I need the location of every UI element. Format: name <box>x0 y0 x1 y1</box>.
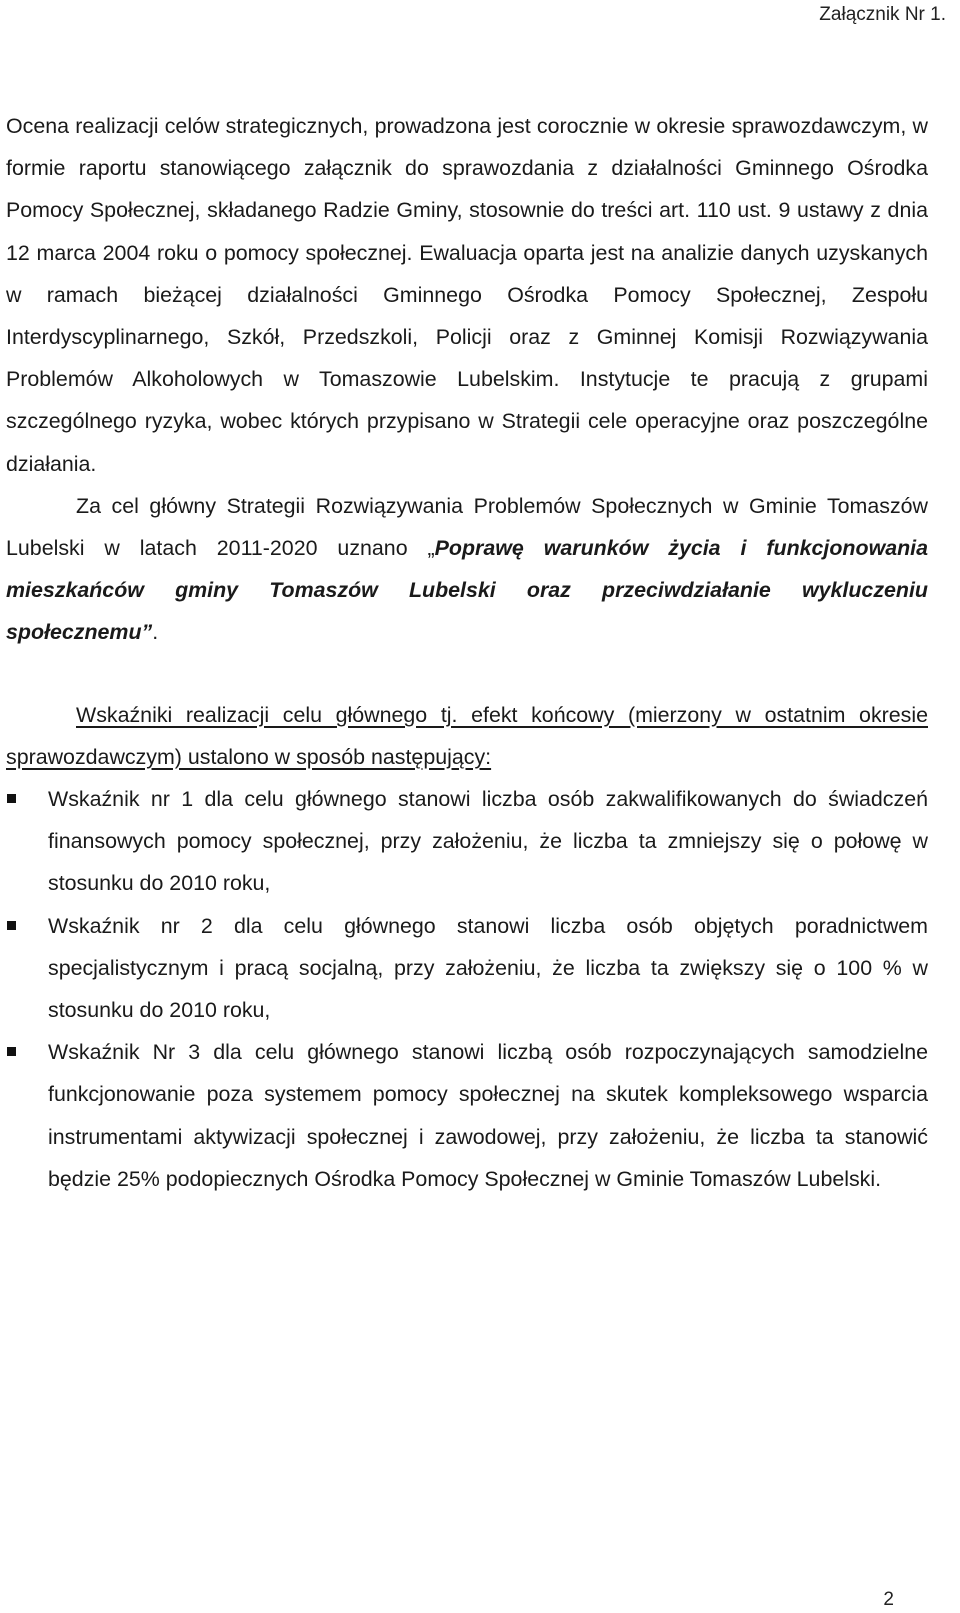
main-goal-open-quote: „ <box>427 536 435 561</box>
paragraph-evaluation: Ocena realizacji celów strategicznych, prowadzona jest corocznie w okresie sprawozdawczym, w formie raportu stanowiącego załącznik do sprawozdania z działalności Gminnego Ośrodka Pomocy Społecznej, składanego Radzie Gminy, stosownie do treści art. 110 ust. 9 ustawy z dnia 12 marca 2004 roku o pomocy społecznej. Ewaluacja oparta jest na analizie danych uzyskanych w ramach bieżącej działalności Gminnego Ośrodka Pomocy Społecznej, Zespołu Interdyscyplinarnego, Szkół, Przedszkoli, Policji oraz z Gminnej Komisji Rozwiązywania Problemów Alkoholowych w Tomaszowie Lubelskim. Instytucje te pracują z grupami szczególnego ryzyka, wobec których przypisano w Strategii cele operacyjne oraz poszczególne działania. <box>6 114 928 476</box>
document-body <box>6 105 928 1200</box>
attachment-label: Załącznik Nr 1. <box>819 4 946 25</box>
indicators-intro <box>6 694 928 778</box>
square-bullet-icon <box>7 1047 16 1056</box>
main-goal-end: . <box>152 620 159 645</box>
indicator-list <box>6 778 928 1200</box>
main-goal-close-quote: ” <box>141 620 153 645</box>
square-bullet-icon <box>7 921 16 930</box>
indicator-item <box>6 905 928 1032</box>
page-number: 2 <box>883 1589 894 1610</box>
main-goal-lead: Za cel główny Strategii Rozwiązywania Problemów Społecznych w Gminie Tomaszów Lubelski w latach 2011-2020 uznano <box>6 493 928 561</box>
indicators-intro-text: Wskaźniki realizacji celu głównego tj. efekt końcowy (mierzony w ostatnim okresie sprawozdawczym) ustalono w sposób następujący: <box>6 702 928 769</box>
paragraph-spacer <box>6 654 928 694</box>
square-bullet-icon <box>7 794 16 803</box>
indicator-text: Wskaźnik nr 1 dla celu głównego stanowi liczba osób zakwalifikowanych do świadczeń finansowych pomocy społecznej, przy założeniu, że liczba ta zmniejszy się o połowę w stosunku do 2010 roku, <box>48 787 928 896</box>
paragraph-main-goal <box>6 485 928 654</box>
indicator-text: Wskaźnik Nr 3 dla celu głównego stanowi liczbą osób rozpoczynających samodzielne funkcjonowanie poza systemem pomocy społecznej na skutek kompleksowego wsparcia instrumentami aktywizacji społecznej i zawodowej, przy założeniu, że liczba ta stanowić będzie 25% podopiecznych Ośrodka Pomocy Społecznej w Gminie Tomaszów Lubelski. <box>48 1040 928 1191</box>
indicator-item <box>6 1031 928 1200</box>
indicator-text: Wskaźnik nr 2 dla celu głównego stanowi liczba osób objętych poradnictwem specjalistycznym i pracą socjalną, przy założeniu, że liczba ta zwiększy się o 100 % w stosunku do 2010 roku, <box>48 913 928 1023</box>
indicator-item <box>6 778 928 905</box>
main-goal-text: Poprawę warunków życia i funkcjonowania mieszkańców gminy Tomaszów Lubelski oraz przeciwdziałanie wykluczeniu społecznemu <box>6 536 929 645</box>
